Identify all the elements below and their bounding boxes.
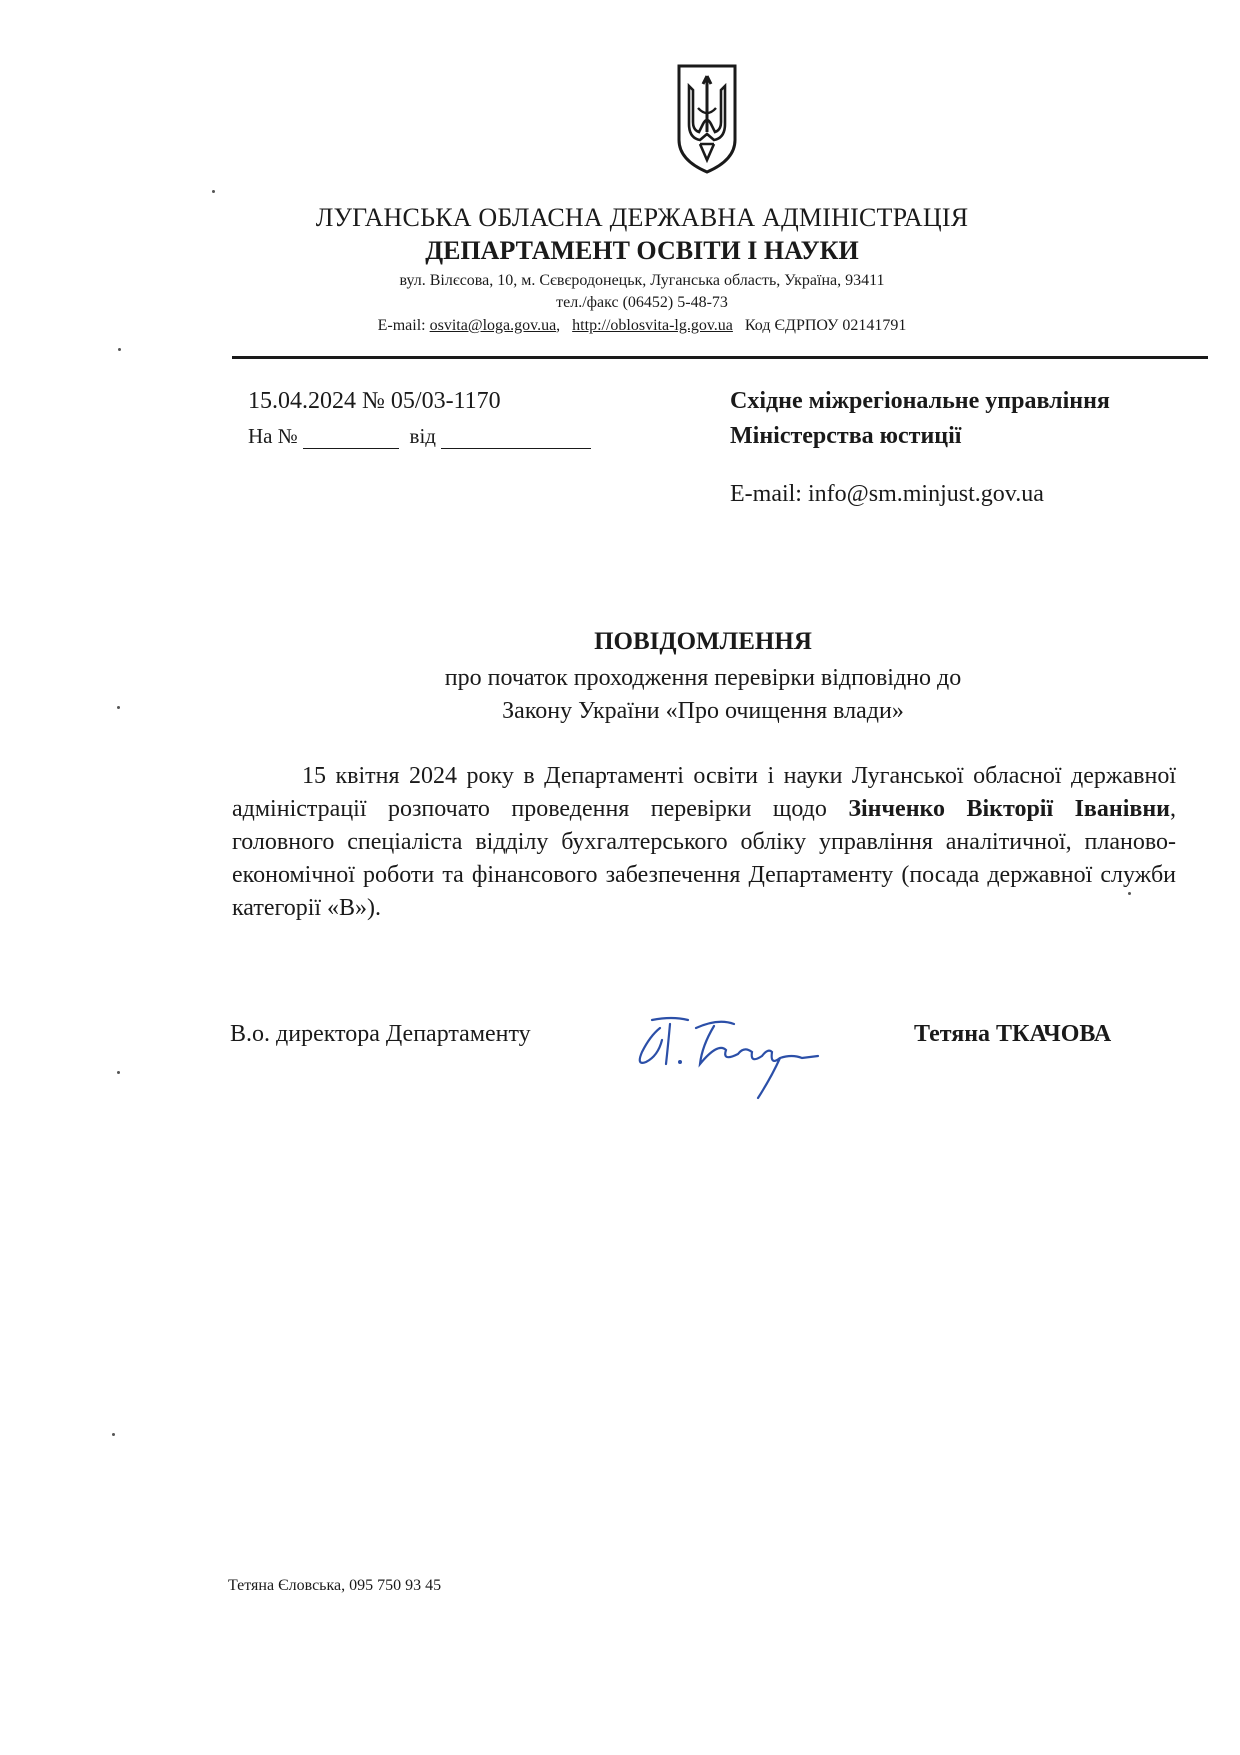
executor-contact: Тетяна Єловська, 095 750 93 45 [228,1577,442,1594]
incoming-date-blank [441,428,591,449]
scan-speck [1128,892,1131,895]
scan-speck [112,1433,115,1436]
scan-speck [117,706,120,709]
incoming-reference [248,424,591,449]
handwritten-signature [622,1006,842,1102]
outgoing-number: 15.04.2024 № 05/03-1170 [248,388,501,414]
signatory-name: Тетяна ТКАЧОВА [914,1021,1112,1047]
email-label: E-mail: [377,317,426,334]
addressee-email: E-mail: info@sm.minjust.gov.ua [730,481,1044,507]
department-name: ДЕПАРТАМЕНТ ОСВІТИ І НАУКИ [425,236,859,265]
addressee-line-1: Східне міжрегіональне управління [730,388,1110,414]
addressee-line-2: Міністерства юстиції [730,423,962,449]
edrpou-code: Код ЄДРПОУ 02141791 [744,317,907,334]
notice-subtitle-line-1: про початок проходження перевірки відповідно до [444,665,962,691]
department-address: вул. Вілєсова, 10, м. Сєвєродонецьк, Луганська область, Україна, 93411 [399,272,885,289]
scan-speck [118,348,121,351]
addressee [730,384,1110,454]
coat-of-arms-icon [674,62,740,174]
body-part-2: , головного спеціаліста відділу бухгалтерського обліку управління аналітичної, планово-економічної роботи та фінансового забезпечення Департаменту (посада державної служби категорії «В»). [232,796,1177,921]
notice-body [232,760,1176,925]
notice-title: ПОВІДОМЛЕННЯ [594,628,812,655]
email-link[interactable]: osvita@loga.gov.ua [429,317,557,334]
organization-name: ЛУГАНСЬКА ОБЛАСНА ДЕРЖАВНА АДМІНІСТРАЦІЯ [315,203,969,232]
scan-speck [117,1071,120,1074]
department-phone: тел./факс (06452) 5-48-73 [556,294,728,311]
from-label: від [409,424,436,448]
notice-subtitle-line-2: Закону України «Про очищення влади» [502,698,904,724]
person-name: Зінченко Вікторії Іванівни [848,796,1171,822]
body-part-1: 15 квітня 2024 року в Департаменті освіти і науки Луганської обласної державної адміністрації розпочато проведення перевірки щодо [232,763,1176,822]
scan-speck [212,190,215,193]
signatory-role: В.о. директора Департаменту [230,1021,531,1047]
incoming-label: На № [248,424,298,448]
incoming-number-blank [303,428,399,449]
email-separator: , [556,317,561,334]
header-divider [232,356,1208,359]
contact-line [22,317,1240,335]
website-link[interactable]: http://oblosvita-lg.gov.ua [572,317,733,334]
notice-subtitle [0,662,1240,728]
